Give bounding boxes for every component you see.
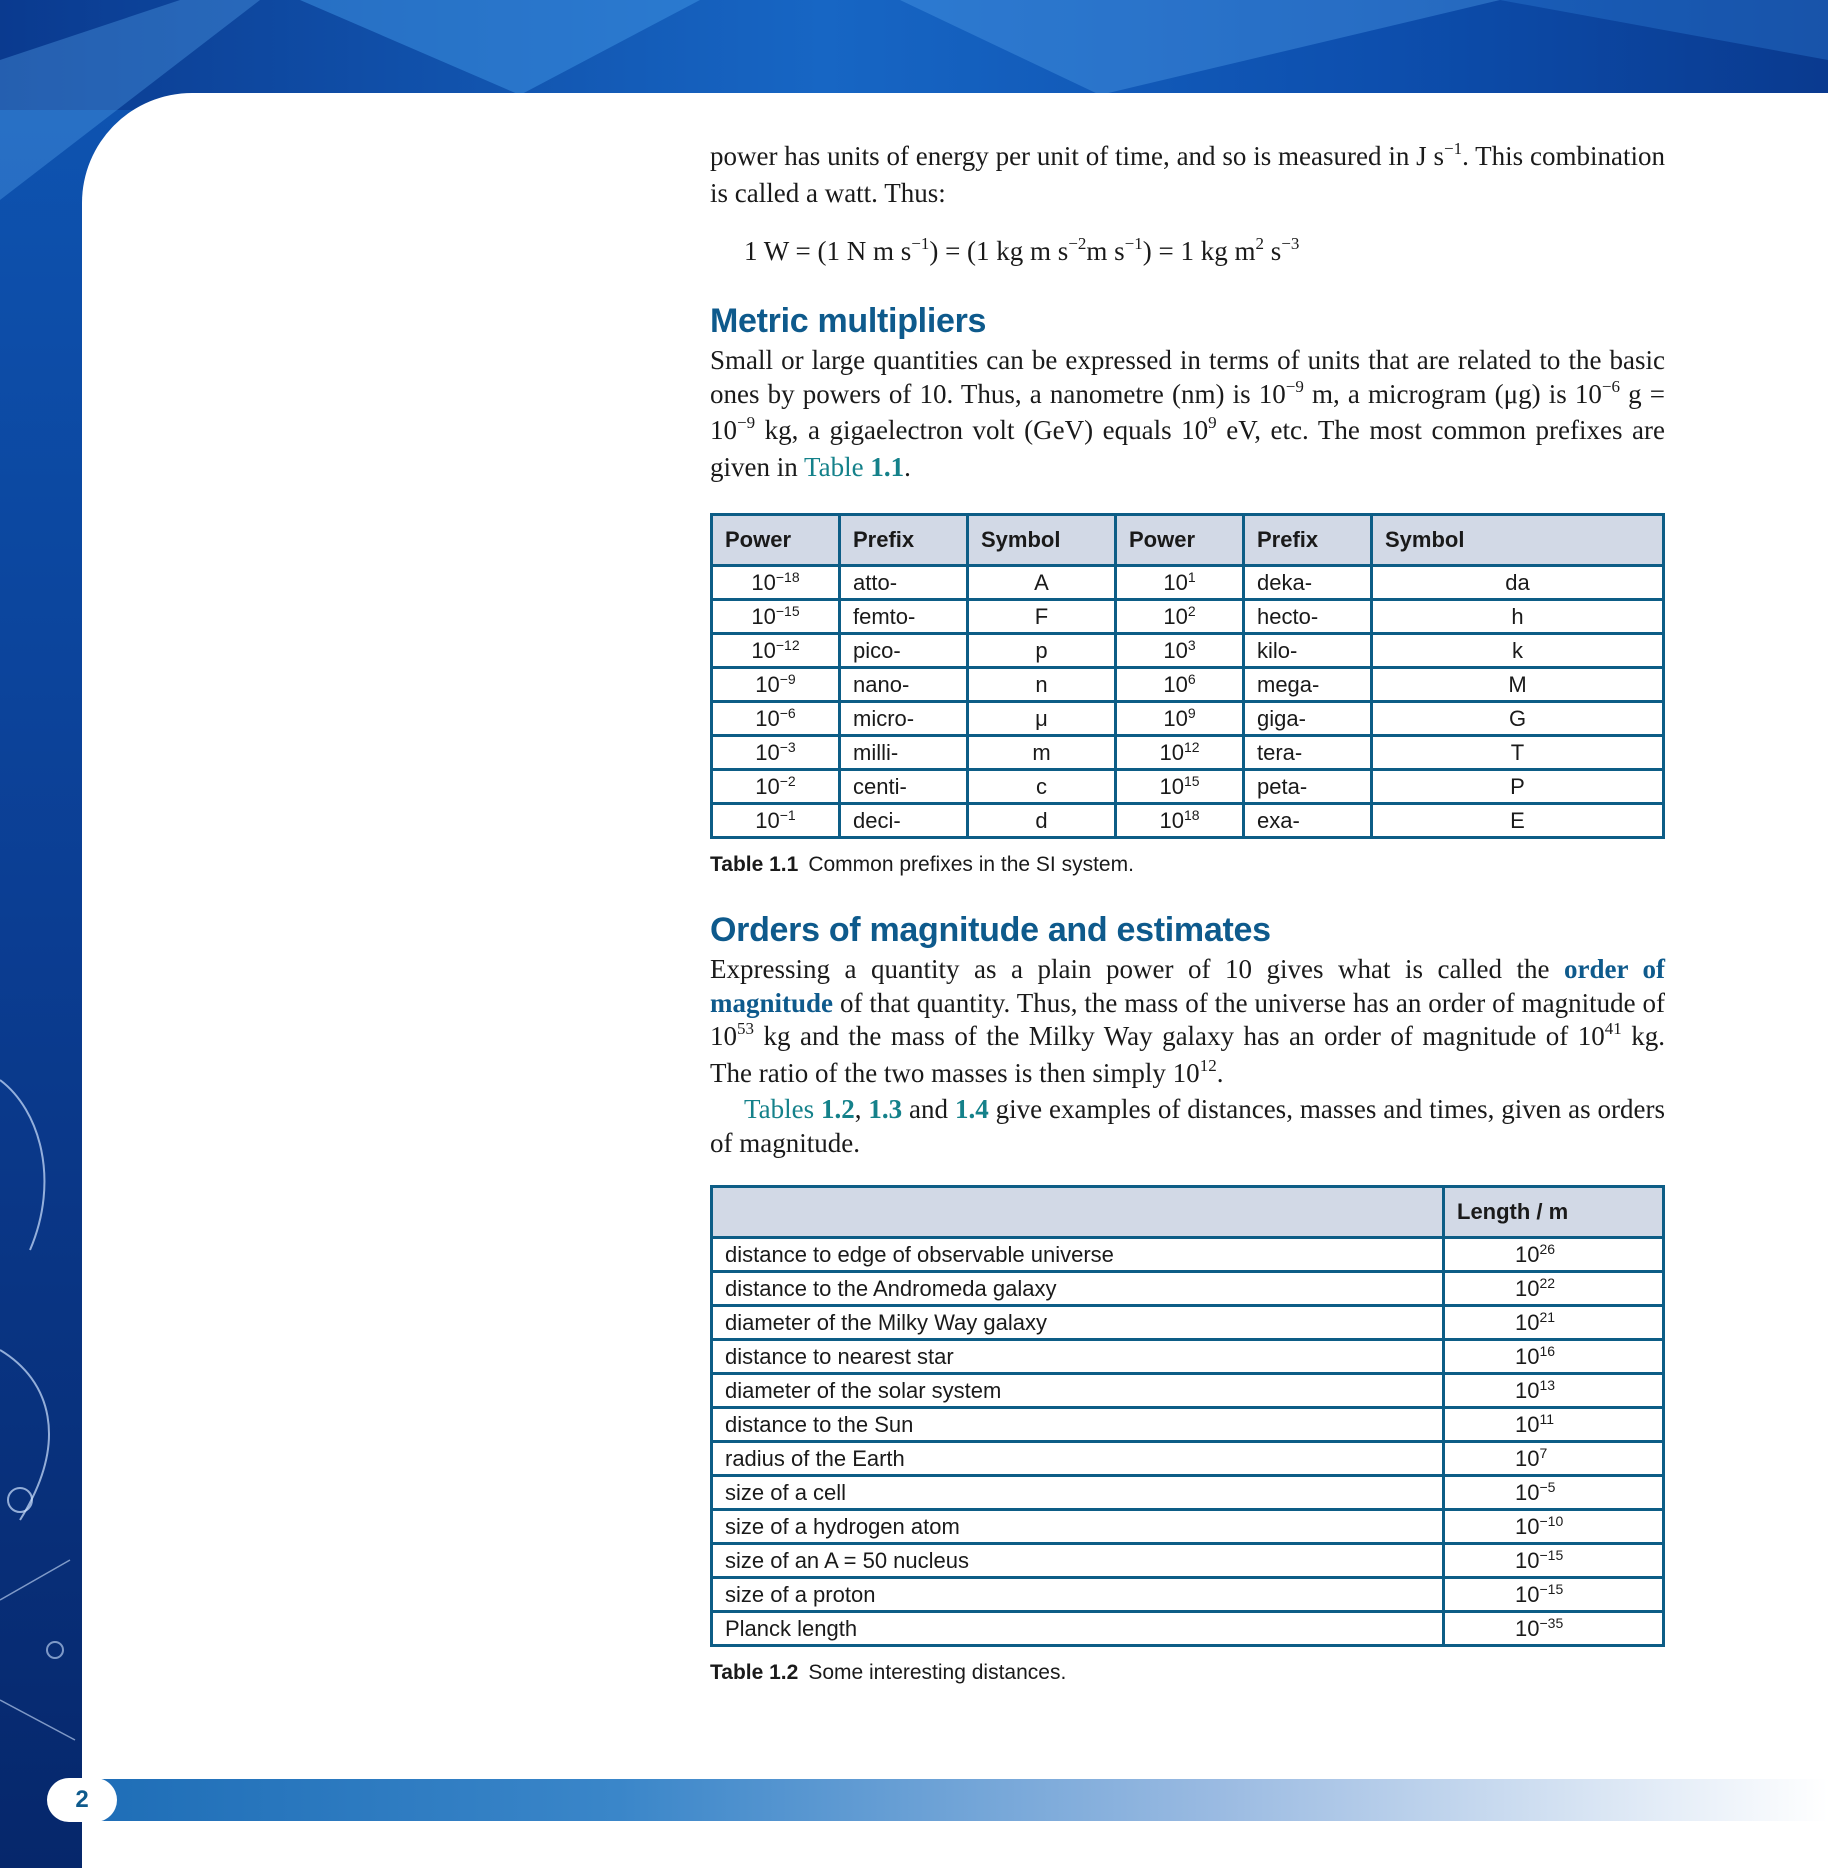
distance-table-row	[712, 1578, 1664, 1612]
intro-paragraph: power has units of energy per unit of time, and so is measured in J $s^{-1}$. This combination is called a watt. Thus:	[710, 139, 1665, 208]
symbol-cell: d	[968, 804, 1116, 838]
prefix-table-row	[712, 736, 1664, 770]
header-power: Power	[712, 515, 840, 566]
tables-link[interactable]: Tables 1.2	[744, 1094, 855, 1124]
power-cell: $10^6$	[1116, 668, 1244, 702]
distance-value-cell: $10^{-5}$	[1444, 1476, 1664, 1510]
symbol-cell: E	[1372, 804, 1664, 838]
distance-value-cell: $10^{22}$	[1444, 1272, 1664, 1306]
distance-value-cell: $10^{-35}$	[1444, 1612, 1664, 1646]
power-cell: $10^{-15}$	[712, 600, 840, 634]
distance-label-cell: distance to the Andromeda galaxy	[712, 1272, 1444, 1306]
distance-table-row	[712, 1272, 1664, 1306]
prefix-cell: femto-	[840, 600, 968, 634]
metric-paragraph: Small or large quantities can be expressed in terms of units that are related to the basic ones by powers of 10. Thus, a nanometre (nm) is $10^{-9}$ m, a microgram (μg) is $10^{-6}$ $g = 10^{-9}$ kg, a gigaelectron volt (GeV) equals $10^9$ eV, etc. The most common prefixes are given in Table 1.1.	[710, 345, 1666, 482]
prefix-cell: mega-	[1244, 668, 1372, 702]
prefix-cell: giga-	[1244, 702, 1372, 736]
prefix-cell: deka-	[1244, 566, 1372, 600]
symbol-cell: F	[968, 600, 1116, 634]
power-cell: $10^{15}$	[1116, 770, 1244, 804]
symbol-cell: T	[1372, 736, 1664, 770]
distance-label-cell: size of an A = 50 nucleus	[712, 1544, 1444, 1578]
table-1-1-caption: Table 1.1 Common prefixes in the SI system.	[710, 853, 1134, 876]
prefix-cell: pico-	[840, 634, 968, 668]
distance-table-row	[712, 1510, 1664, 1544]
power-cell: $10^{-9}$	[712, 668, 840, 702]
prefix-cell: milli-	[840, 736, 968, 770]
distance-value-cell: $10^{-10}$	[1444, 1510, 1664, 1544]
distance-value-cell: $10^{-15}$	[1444, 1544, 1664, 1578]
header-symbol: Symbol	[968, 515, 1116, 566]
distance-table-row	[712, 1374, 1664, 1408]
prefix-cell: deci-	[840, 804, 968, 838]
tables-reference-paragraph: Tables 1.2, 1.3 and 1.4 give examples of distances, masses and times, given as orders of magnitude.	[710, 1094, 1666, 1158]
symbol-cell: p	[968, 634, 1116, 668]
symbol-cell: da	[1372, 566, 1664, 600]
distance-table-row	[712, 1306, 1664, 1340]
header-item	[712, 1187, 1444, 1238]
power-cell: $10^2$	[1116, 600, 1244, 634]
distance-label-cell: size of a hydrogen atom	[712, 1510, 1444, 1544]
distance-value-cell: $10^{13}$	[1444, 1374, 1664, 1408]
header-prefix: Prefix	[840, 515, 968, 566]
distance-value-cell: $10^{21}$	[1444, 1306, 1664, 1340]
term-order-of-magnitude: order of magnitude	[710, 954, 1665, 1018]
symbol-cell: A	[968, 566, 1116, 600]
prefix-table-row	[712, 770, 1664, 804]
symbol-cell: k	[1372, 634, 1664, 668]
symbol-cell: μ	[968, 702, 1116, 736]
symbol-cell: n	[968, 668, 1116, 702]
symbol-cell: G	[1372, 702, 1664, 736]
prefix-table-row	[712, 634, 1664, 668]
power-cell: $10^{-18}$	[712, 566, 840, 600]
power-cell: $10^{-12}$	[712, 634, 840, 668]
distance-label-cell: distance to edge of observable universe	[712, 1238, 1444, 1272]
header-power: Power	[1116, 515, 1244, 566]
table-1-2-caption: Table 1.2 Some interesting distances.	[710, 1661, 1067, 1684]
distance-label-cell: Planck length	[712, 1612, 1444, 1646]
table-1-1-link[interactable]: Table 1.1	[804, 451, 905, 482]
heading-orders-of-magnitude: Orders of magnitude and estimates	[710, 911, 1271, 949]
prefix-cell: exa-	[1244, 804, 1372, 838]
power-cell: $10^9$	[1116, 702, 1244, 736]
distance-value-cell: $10^7$	[1444, 1442, 1664, 1476]
prefix-cell: kilo-	[1244, 634, 1372, 668]
prefix-cell: hecto-	[1244, 600, 1372, 634]
power-cell: $10^{-3}$	[712, 736, 840, 770]
watt-equation: 1 W = (1 N m $s^{-1}) = (1$ kg m $s^{-2}m$ $s^{-1}) = 1$ kg $m^2$ $s^{-3}$	[744, 234, 1300, 266]
prefix-cell: nano-	[840, 668, 968, 702]
distances-table	[710, 1185, 1665, 1647]
symbol-cell: h	[1372, 600, 1664, 634]
distance-table-row	[712, 1442, 1664, 1476]
distance-label-cell: radius of the Earth	[712, 1442, 1444, 1476]
power-cell: $10^1$	[1116, 566, 1244, 600]
prefix-table-header	[712, 515, 1664, 566]
distance-label-cell: size of a cell	[712, 1476, 1444, 1510]
page-content	[710, 140, 1665, 1685]
distance-table-row	[712, 1238, 1664, 1272]
footer-bar	[100, 1779, 1828, 1821]
prefix-cell: peta-	[1244, 770, 1372, 804]
power-cell: $10^3$	[1116, 634, 1244, 668]
distance-label-cell: size of a proton	[712, 1578, 1444, 1612]
distance-table-row	[712, 1544, 1664, 1578]
prefix-table-row	[712, 702, 1664, 736]
distance-value-cell: $10^{26}$	[1444, 1238, 1664, 1272]
page-number: 2	[47, 1778, 117, 1822]
power-cell: $10^{18}$	[1116, 804, 1244, 838]
header-prefix: Prefix	[1244, 515, 1372, 566]
prefix-table-row	[712, 600, 1664, 634]
header-length: Length / m	[1444, 1187, 1664, 1238]
prefix-table	[710, 513, 1665, 839]
distance-table-row	[712, 1340, 1664, 1374]
symbol-cell: m	[968, 736, 1116, 770]
prefix-cell: atto-	[840, 566, 968, 600]
prefix-table-row	[712, 566, 1664, 600]
prefix-cell: tera-	[1244, 736, 1372, 770]
power-cell: $10^{-2}$	[712, 770, 840, 804]
prefix-table-row	[712, 804, 1664, 838]
heading-metric-multipliers: Metric multipliers	[710, 302, 987, 340]
symbol-cell: P	[1372, 770, 1664, 804]
table-1-4-link[interactable]: 1.4	[954, 1094, 989, 1124]
distance-label-cell: diameter of the Milky Way galaxy	[712, 1306, 1444, 1340]
orders-paragraph: Expressing a quantity as a plain power of 10 gives what is called the order of magnitude of that quantity. Thus, the mass of the universe has an order of magnitude of $10^{53}$ kg and the mass of the Milky Way galaxy has an order of magnitude of $10^{41}$ kg. The ratio of the two masses is then simply $10^{12}$.	[710, 954, 1666, 1088]
distance-label-cell: distance to the Sun	[712, 1408, 1444, 1442]
distance-table-row	[712, 1408, 1664, 1442]
distance-value-cell: $10^{16}$	[1444, 1340, 1664, 1374]
power-cell: $10^{12}$	[1116, 736, 1244, 770]
distance-label-cell: distance to nearest star	[712, 1340, 1444, 1374]
distance-value-cell: $10^{-15}$	[1444, 1578, 1664, 1612]
distance-label-cell: diameter of the solar system	[712, 1374, 1444, 1408]
distances-table-header	[712, 1187, 1664, 1238]
distance-table-row	[712, 1476, 1664, 1510]
symbol-cell: c	[968, 770, 1116, 804]
power-cell: $10^{-6}$	[712, 702, 840, 736]
prefix-table-row	[712, 668, 1664, 702]
prefix-cell: micro-	[840, 702, 968, 736]
prefix-cell: centi-	[840, 770, 968, 804]
header-symbol: Symbol	[1372, 515, 1664, 566]
symbol-cell: M	[1372, 668, 1664, 702]
power-cell: $10^{-1}$	[712, 804, 840, 838]
table-1-3-link[interactable]: 1.3	[868, 1094, 903, 1124]
distance-value-cell: $10^{11}$	[1444, 1408, 1664, 1442]
distance-table-row	[712, 1612, 1664, 1646]
